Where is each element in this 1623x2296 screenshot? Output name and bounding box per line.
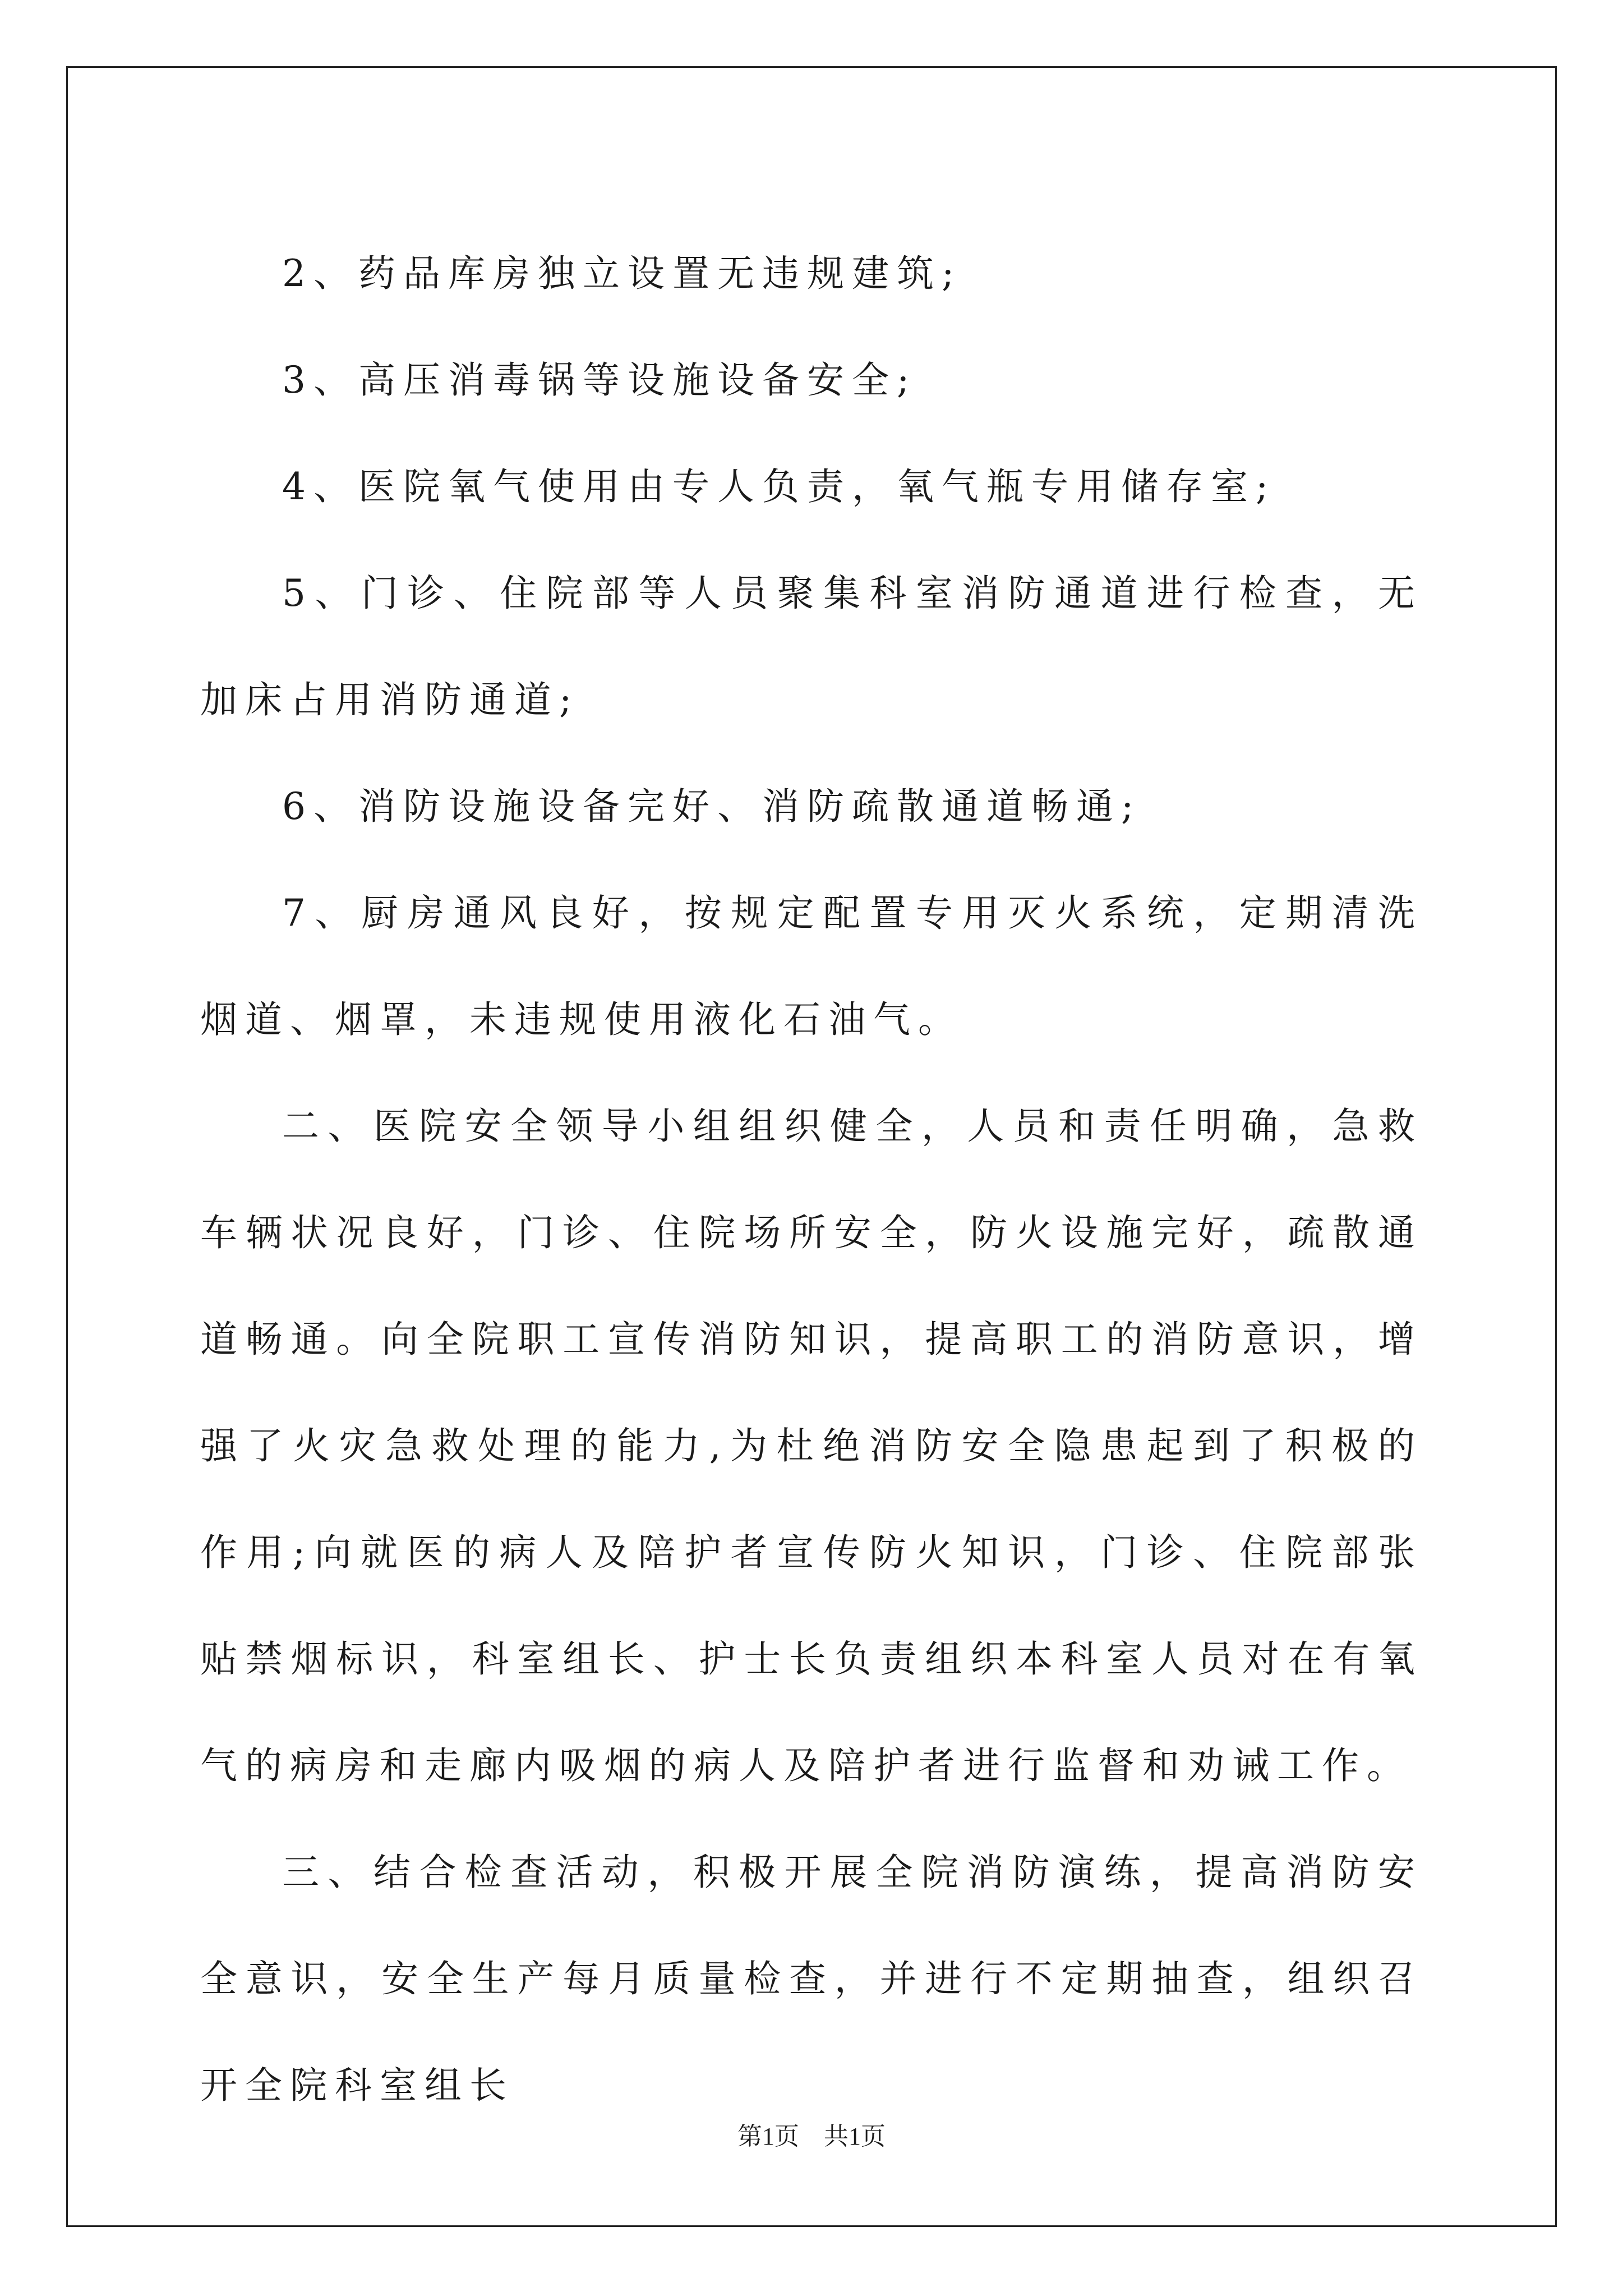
paragraph-item-5: 5、门诊、住院部等人员聚集科室消防通道进行检查，无加床占用消防通道; <box>200 572 1423 721</box>
paragraph-item-7: 7、厨房通风良好，按规定配置专用灭火系统，定期清洗烟道、烟罩，未违规使用液化石油气。 <box>200 891 1423 1041</box>
paragraph-section-2: 二、医院安全领导小组组织健全，人员和责任明确，急救车辆状况良好，门诊、住院场所安全，防火设施完好，疏散通道畅通。向全院职工宣传消防知识，提高职工的消防意识，增强了火灾急救处理的能力,为杜绝消防安全隐患起到了积极的作用;向就医的病人及陪护者宣传防火知识，门诊、住院部张贴禁烟标识，科室组长、护士长负责组织本科室人员对在有氧气的病房和走廊内吸烟的病人及陪护者进行监督和劝诫工作。 <box>200 1105 1423 1787</box>
paragraph-item-4: 4、医院氧气使用由专人负责，氧气瓶专用储存室; <box>282 465 1276 508</box>
paragraph-item-3: 3、高压消毒锅等设施设备安全; <box>282 358 917 402</box>
paragraph-item-2: 2、药品库房独立设置无违规建筑; <box>282 252 962 295</box>
document-body <box>200 220 1423 2139</box>
paragraph-item-6: 6、消防设施设备完好、消防疏散通道畅通; <box>282 785 1142 828</box>
paragraph-section-3: 三、结合检查活动，积极开展全院消防演练，提高消防安全意识，安全生产每月质量检查，并进行不定期抽查，组织召开全院科室组长 <box>200 1851 1423 2107</box>
page-number-footer: 第1页 共1页 <box>737 2123 886 2150</box>
